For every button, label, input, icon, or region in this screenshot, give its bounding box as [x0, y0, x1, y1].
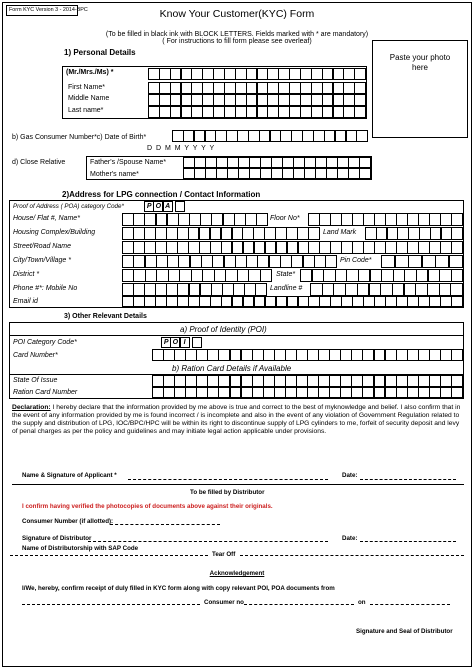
photo-box-line-2: here — [411, 63, 428, 72]
distributorship-name-label: Name of Distributorship with SAP Code — [22, 545, 139, 552]
close-relative-label: d) Close Relative — [12, 159, 66, 166]
salutation-grid[interactable] — [148, 68, 366, 80]
floor-label: Floor No* — [270, 215, 300, 222]
city-grid[interactable] — [122, 255, 337, 268]
consumer-no-label: Consumer no — [204, 599, 244, 606]
on-date-line[interactable] — [370, 604, 450, 605]
floor-grid[interactable] — [308, 213, 463, 226]
applicant-signature-label: Name & Signature of Applicant * — [22, 472, 117, 479]
poi-letter-i: I — [180, 337, 190, 348]
consumer-no-line[interactable] — [244, 604, 354, 605]
poi-subheading: a) Proof of Identity (POI) — [180, 325, 267, 334]
house-label: House/ Flat #, Name* — [13, 215, 80, 222]
date-label-1: Date: — [342, 472, 358, 479]
instruction-line-2: ( For instructions to fill form please see overleaf) — [162, 38, 312, 45]
section-3-heading: 3) Other Relevant Details — [64, 313, 147, 320]
distributor-seal-label: Signature and Seal of Distributor — [356, 628, 453, 635]
card-number-grid[interactable] — [152, 349, 463, 361]
section-2-heading: 2)Address for LPG connection / Contact Information — [62, 190, 261, 199]
acknowledgement-heading: Acknowledgement — [209, 570, 265, 577]
poa-code-label: Proof of Address ( POA) category Code* — [13, 203, 124, 210]
middle-name-grid[interactable] — [148, 94, 366, 106]
last-name-grid[interactable] — [148, 106, 366, 118]
pin-label: Pin Code* — [340, 257, 372, 264]
poi-letter-cells — [162, 337, 190, 348]
housing-grid[interactable] — [122, 227, 320, 240]
section-1-heading: 1) Personal Details — [64, 48, 136, 57]
email-grid[interactable] — [122, 296, 463, 307]
tear-line-left — [10, 555, 208, 556]
district-label: District * — [13, 271, 40, 278]
distributor-fill-heading: To be filled by Distributor — [190, 489, 265, 496]
card-number-label: Card Number* — [13, 352, 58, 359]
last-name-label: Last name* — [68, 107, 104, 114]
first-name-grid[interactable] — [148, 82, 366, 94]
dob-format: D D M M Y Y Y Y — [147, 145, 216, 152]
poi-letter-p: P — [161, 337, 171, 348]
acknowledgement-text: I/We, hereby, confirm receipt of duly filled in KYC form along with copy relevant POI, POA documents from — [22, 585, 335, 592]
middle-name-label: Middle Name — [68, 95, 110, 102]
mother-name-label: Mother's name* — [90, 171, 139, 178]
tear-line-right — [240, 555, 464, 556]
poa-code-grid[interactable] — [175, 201, 185, 212]
gas-consumer-label: b) Gas Consumer Number*c) Date of Birth* — [12, 134, 147, 141]
poi-code-label: POI Category Code* — [13, 339, 77, 346]
tear-off-label: Tear Off — [212, 551, 236, 558]
mother-name-grid[interactable] — [183, 168, 371, 179]
ration-number-grid[interactable] — [152, 387, 463, 398]
housing-label: Housing Complex/Building — [13, 229, 96, 236]
declaration-paragraph — [12, 404, 464, 436]
phone-label: Phone #*: Mobile No — [13, 285, 78, 292]
landline-label: Landline # — [270, 285, 303, 292]
consumer-allotted-label: Consumer Number (if allotted): — [22, 518, 114, 525]
poa-letter-cells — [145, 201, 173, 212]
poi-code-grid[interactable] — [192, 337, 202, 348]
version-tag: Form KYC Version 3 - 2014-BPC — [9, 7, 88, 13]
state-issue-grid[interactable] — [152, 375, 463, 387]
salutation-label: (Mr./Mrs./Ms) * — [66, 69, 114, 76]
district-grid[interactable] — [122, 269, 272, 282]
date-line-1[interactable] — [360, 479, 456, 480]
consumer-allotted-line[interactable] — [110, 524, 220, 525]
poa-letter-a: A — [163, 201, 173, 212]
house-grid[interactable] — [122, 213, 268, 226]
declaration-text: I hereby declare that the information provided by me above is true and correct to the best of myknowledge and belief. I also confirm that in the event of any information provided by me is found incorrect / is incomplete and also in the event of any violation of Government Regulation related to the supply and distribution of LPG, IOC/BPC/HPC will be within its right to discontinue supply of LPG cylinders to me, forfeit of security deposit and levy of penal charges as per the policy and guidelines and may initiate legal action applicable under provisions. — [12, 404, 461, 435]
father-spouse-grid[interactable] — [183, 157, 371, 168]
declaration-label: Declaration: — [12, 404, 51, 411]
ration-number-label: Ration Card Number — [13, 389, 78, 396]
photo-box-line-1: Paste your photo — [389, 53, 451, 62]
mobile-grid[interactable] — [122, 283, 267, 296]
distributor-signature-line[interactable] — [88, 541, 328, 542]
city-label: City/Town/Village * — [13, 257, 71, 264]
ration-subheading: b) Ration Card Details if Available — [172, 364, 292, 373]
date-label-2: Date: — [342, 535, 358, 542]
poi-letter-o: O — [170, 337, 180, 348]
street-label: Street/Road Name — [13, 243, 71, 250]
landmark-grid[interactable] — [365, 227, 463, 240]
poa-letter-o: O — [153, 201, 163, 212]
applicant-signature-line[interactable] — [128, 479, 328, 480]
state-label: State* — [276, 271, 296, 278]
state-issue-label: State Of Issue — [13, 377, 58, 384]
state-grid[interactable] — [300, 269, 463, 282]
father-spouse-label: Father's /Spouse Name* — [90, 159, 167, 166]
poa-letter-p: P — [144, 201, 154, 212]
street-grid[interactable] — [122, 241, 463, 254]
form-title: Know Your Customer(KYC) Form — [159, 8, 315, 20]
email-label: Email id — [13, 298, 38, 305]
landline-grid[interactable] — [310, 283, 463, 296]
first-name-label: First Name* — [68, 84, 105, 91]
distributor-signature-label: Signature of Distributor — [22, 535, 92, 542]
landmark-label: Land Mark — [323, 229, 357, 236]
date-line-2[interactable] — [360, 541, 456, 542]
ack-name-line[interactable] — [22, 604, 200, 605]
distributor-confirm-text: I confirm having verified the photocopies of documents above against their originals. — [22, 503, 273, 510]
instruction-line-1: (To be filled in black ink with BLOCK LETTERS. Fields marked with * are mandatory) — [105, 31, 369, 38]
pin-grid[interactable] — [381, 255, 463, 268]
on-label: on — [358, 599, 366, 606]
dob-grid[interactable] — [172, 130, 368, 142]
